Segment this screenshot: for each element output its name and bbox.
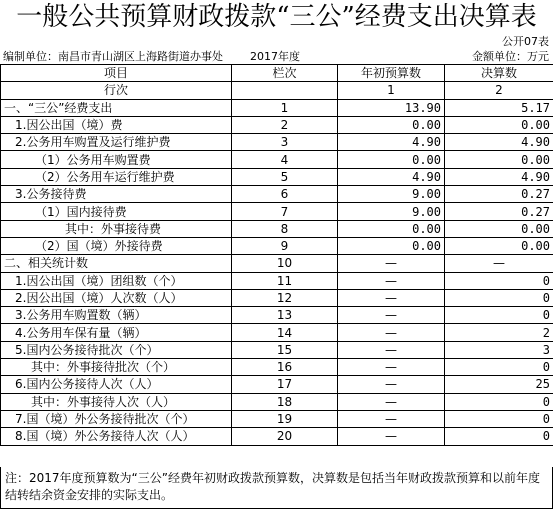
- fiscal-year: 2017年度: [250, 50, 300, 63]
- row-seq: 11: [232, 272, 338, 289]
- meta-row: [0, 50, 553, 64]
- row-item-name: 5.国内公务接待批次（个）: [1, 341, 232, 358]
- column-index-row: [1, 82, 553, 99]
- amount-unit: 金额单位：万元: [472, 50, 549, 63]
- table-row: [1, 255, 553, 272]
- table-row: [1, 410, 553, 427]
- table-row: [1, 428, 553, 445]
- row-budget: —: [338, 376, 445, 393]
- row-final: 0.27: [445, 203, 553, 220]
- row-budget: 4.90: [338, 134, 445, 151]
- row-budget: —: [338, 359, 445, 376]
- row-final: 0.00: [445, 116, 553, 133]
- row-seq: 9: [232, 237, 338, 254]
- row-item-name: 2.公务用车购置及运行维护费: [1, 134, 232, 151]
- row-final: 4.90: [445, 134, 553, 151]
- row-item-name: 2.因公出国（境）人次数（人）: [1, 289, 232, 306]
- row-final: 4.90: [445, 168, 553, 185]
- row-seq: 3: [232, 134, 338, 151]
- row-budget: —: [338, 410, 445, 427]
- table-row: [1, 376, 553, 393]
- row-final: 0.00: [445, 151, 553, 168]
- row-final: 0: [445, 428, 553, 445]
- row-budget: 9.00: [338, 186, 445, 203]
- row-item-name: （2）国（境）外接待费: [1, 237, 232, 254]
- row-budget: 0.00: [338, 237, 445, 254]
- table-row: [1, 393, 553, 410]
- row-seq: 15: [232, 341, 338, 358]
- compiling-unit: 编制单位：南昌市青山湖区上海路街道办事处: [3, 50, 223, 63]
- row-budget: —: [338, 393, 445, 410]
- row-item-name: 一、“三公”经费支出: [1, 99, 232, 116]
- table-title: 一般公共预算财政拨款“三公”经费支出决算表: [16, 2, 537, 32]
- row-item-name: （2）公务用车运行维护费: [1, 168, 232, 185]
- row-budget: 0.00: [338, 220, 445, 237]
- header-budget: 年初预算数: [338, 65, 445, 82]
- row-budget: 0.00: [338, 116, 445, 133]
- col-index-2: 2: [445, 82, 553, 99]
- table-row: [1, 307, 553, 324]
- row-final: —: [445, 255, 553, 272]
- row-item-name: 二、相关统计数: [1, 255, 232, 272]
- table-row: [1, 134, 553, 151]
- row-final: 0.27: [445, 186, 553, 203]
- row-budget: —: [338, 324, 445, 341]
- row-seq: 1: [232, 99, 338, 116]
- row-item-name: 1.因公出国（境）费: [1, 116, 232, 133]
- row-seq: 20: [232, 428, 338, 445]
- row-seq: 17: [232, 376, 338, 393]
- table-row: [1, 186, 553, 203]
- header-row: [1, 65, 553, 82]
- table-row: [1, 324, 553, 341]
- row-seq: 13: [232, 307, 338, 324]
- row-seq: 10: [232, 255, 338, 272]
- row-seq: 2: [232, 116, 338, 133]
- row-final: 0: [445, 307, 553, 324]
- row-seq: 16: [232, 359, 338, 376]
- row-budget: —: [338, 289, 445, 306]
- row-budget: —: [338, 428, 445, 445]
- row-index-label: 行次: [1, 82, 232, 99]
- footnote: 注：2017年度预算数为“三公”经费年初财政拨款预算数，决算数是包括当年财政拨款预算和以前年度结转结余资金安排的实际支出。: [0, 467, 553, 509]
- row-seq: 14: [232, 324, 338, 341]
- row-budget: —: [338, 307, 445, 324]
- header-seq: 栏次: [232, 65, 338, 82]
- row-budget: 0.00: [338, 151, 445, 168]
- row-item-name: 其中：外事接待费: [1, 220, 232, 237]
- row-item-name: （1）国内接待费: [1, 203, 232, 220]
- row-seq: 18: [232, 393, 338, 410]
- form-number: 公开07表: [502, 35, 549, 48]
- header-final: 决算数: [445, 65, 553, 82]
- row-item-name: 7.国（境）外公务接待批次（个）: [1, 410, 232, 427]
- row-final: 25: [445, 376, 553, 393]
- table-row: [1, 220, 553, 237]
- table-row: [1, 116, 553, 133]
- table-row: [1, 289, 553, 306]
- row-budget: —: [338, 272, 445, 289]
- row-final: 0: [445, 289, 553, 306]
- row-item-name: 3.公务用车购置数（辆）: [1, 307, 232, 324]
- row-seq: 19: [232, 410, 338, 427]
- row-budget: —: [338, 341, 445, 358]
- row-final: 2: [445, 324, 553, 341]
- table-row: [1, 203, 553, 220]
- row-item-name: 8.国（境）外公务接待人次（人）: [1, 428, 232, 445]
- row-item-name: 6.国内公务接待人次（人）: [1, 376, 232, 393]
- table-row: [1, 341, 553, 358]
- row-seq: 12: [232, 289, 338, 306]
- row-final: 0: [445, 272, 553, 289]
- row-final: 0: [445, 393, 553, 410]
- row-seq: 7: [232, 203, 338, 220]
- table-row: [1, 99, 553, 116]
- row-final: 0.00: [445, 220, 553, 237]
- row-seq: 6: [232, 186, 338, 203]
- row-seq: 8: [232, 220, 338, 237]
- col-index-1: 1: [338, 82, 445, 99]
- header-item: 项目: [1, 65, 232, 82]
- row-seq: 5: [232, 168, 338, 185]
- row-seq: 4: [232, 151, 338, 168]
- row-budget: 9.00: [338, 203, 445, 220]
- table-row: [1, 168, 553, 185]
- table-row: [1, 151, 553, 168]
- row-budget: —: [338, 255, 445, 272]
- row-item-name: 其中：外事接待人次（人）: [1, 393, 232, 410]
- row-final: 5.17: [445, 99, 553, 116]
- row-item-name: 3.公务接待费: [1, 186, 232, 203]
- row-item-name: 1.因公出国（境）团组数（个）: [1, 272, 232, 289]
- row-item-name: 4.公务用车保有量（辆）: [1, 324, 232, 341]
- row-budget: 4.90: [338, 168, 445, 185]
- row-final: 3: [445, 341, 553, 358]
- row-budget: 13.90: [338, 99, 445, 116]
- row-final: 0.00: [445, 237, 553, 254]
- row-final: 0: [445, 359, 553, 376]
- row-item-name: （1）公务用车购置费: [1, 151, 232, 168]
- table-row: [1, 359, 553, 376]
- row-item-name: 其中：外事接待批次（个）: [1, 359, 232, 376]
- table-row: [1, 237, 553, 254]
- row-final: 0: [445, 410, 553, 427]
- expense-table: [0, 64, 553, 446]
- blank-cell: [232, 82, 338, 99]
- table-row: [1, 272, 553, 289]
